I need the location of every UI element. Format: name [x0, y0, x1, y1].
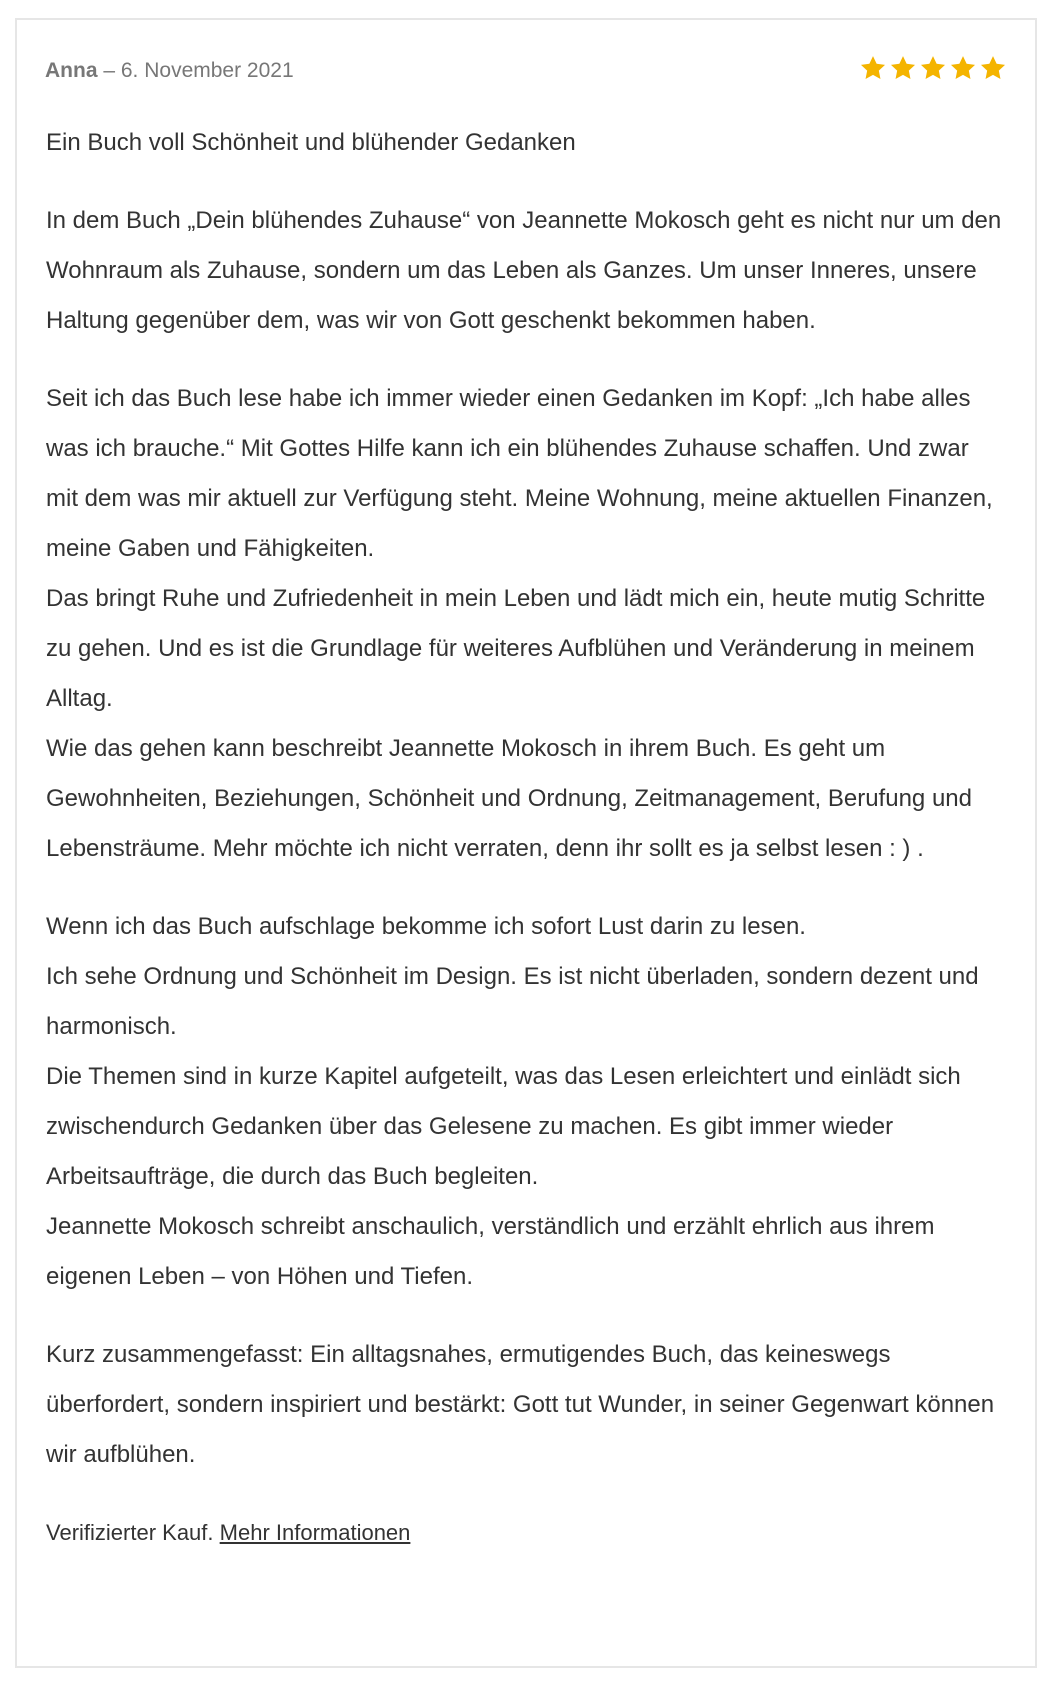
more-info-link[interactable]: Mehr Informationen [219, 1520, 411, 1545]
review-text-line: In dem Buch „Dein blühendes Zuhause“ von Jeannette Mokosch geht es nicht nur um den Wohnraum als Zuhause, sondern um das Leben als Ganzes. Um unser Inneres, unsere Haltung gegenüber dem, was wir von Gott geschenkt bekommen haben. [46, 207, 1002, 334]
review-title: Ein Buch voll Schönheit und blühender Gedanken [46, 129, 576, 156]
review-text-line: Jeannette Mokosch schreibt anschaulich, verständlich und erzählt ehrlich aus ihrem eigenen Leben – von Höhen und Tiefen. [46, 1213, 935, 1290]
verified-purchase-label: Verifizierter Kauf. [46, 1520, 214, 1545]
review-header [45, 54, 1007, 88]
review-card [15, 18, 1037, 1668]
review-text-line: Wie das gehen kann beschreibt Jeannette Mokosch in ihrem Buch. Es geht um Gewohnheiten, Beziehungen, Schönheit und Ordnung, Zeitmanagement, Berufung und Lebensträume. Mehr möchte ich nicht verraten, denn ihr sollt es ja selbst lesen : ) . [46, 735, 972, 862]
review-paragraph-1 [46, 196, 1006, 346]
review-text-line: Das bringt Ruhe und Zufriedenheit in mein Leben und lädt mich ein, heute mutig Schritte zu gehen. Und es ist die Grundlage für weiteres Aufblühen und Veränderung in meinem Alltag. [46, 585, 986, 712]
star-icon [949, 54, 977, 82]
review-text-line: Wenn ich das Buch aufschlage bekomme ich sofort Lust darin zu lesen. [46, 913, 806, 940]
star-rating [859, 54, 1007, 82]
review-text-line: Ich sehe Ordnung und Schönheit im Design. Es ist nicht überladen, sondern dezent und harmonisch. [46, 963, 979, 1040]
star-icon [979, 54, 1007, 82]
review-text-line: Kurz zusammengefasst: Ein alltagsnahes, ermutigendes Buch, das keineswegs überfordert, sondern inspiriert und bestärkt: Gott tut Wunder, in seiner Gegenwart können wir aufblühen. [46, 1341, 995, 1468]
review-paragraph-2 [46, 374, 1006, 874]
review-paragraph-4 [46, 1330, 1006, 1480]
review-text-line: Seit ich das Buch lese habe ich immer wieder einen Gedanken im Kopf: „Ich habe alles was ich brauche.“ Mit Gottes Hilfe kann ich ein blühendes Zuhause schaffen. Und zwar mit dem was mir aktuell zur Verfügung steht. Meine Wohnung, meine aktuellen Finanzen, meine Gaben und Fähigkeiten. [46, 385, 993, 562]
star-icon [919, 54, 947, 82]
verified-purchase-line [46, 1508, 1006, 1558]
meta-separator: – [103, 59, 116, 82]
review-text-line: Die Themen sind in kurze Kapitel aufgeteilt, was das Lesen erleichtert und einlädt sich zwischendurch Gedanken über das Gelesene zu machen. Es gibt immer wieder Arbeitsaufträge, die durch das Buch begleiten. [46, 1063, 961, 1190]
review-paragraph-3 [46, 902, 1006, 1302]
star-icon [889, 54, 917, 82]
review-date: 6. November 2021 [120, 59, 294, 82]
review-author: Anna [45, 59, 98, 82]
star-icon [859, 54, 887, 82]
review-body [46, 118, 1006, 1558]
